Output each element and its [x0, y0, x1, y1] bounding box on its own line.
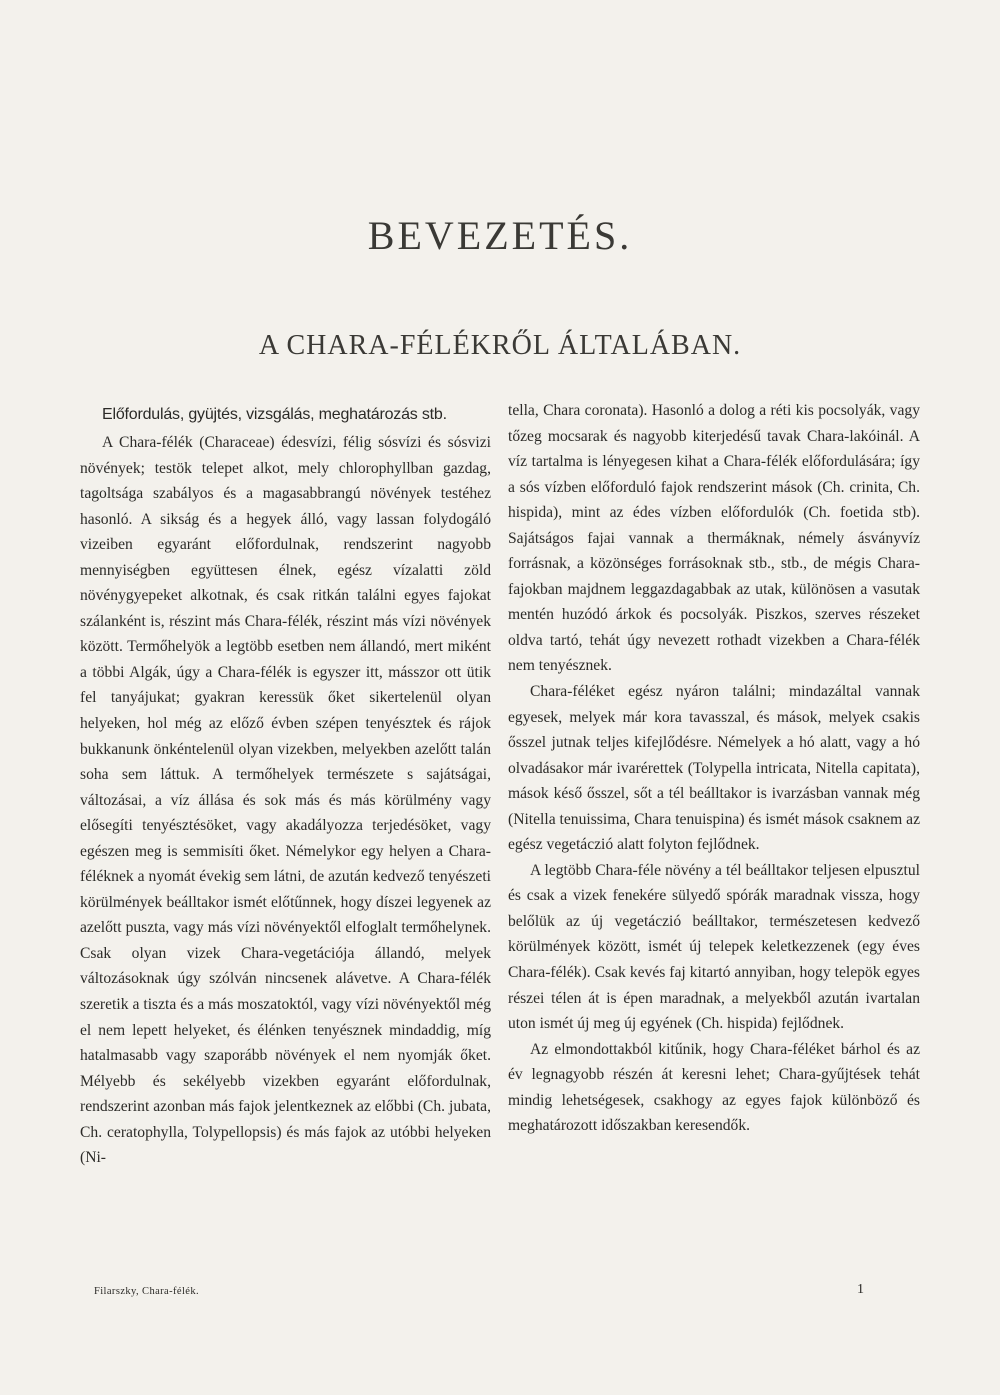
left-paragraph: A Chara-félék (Characeae) édesvízi, félig sósvízi és sósvizi növények; testök telepet alkot, mely chlorophyllban gazdag, tagoltsága szabályos és a magasabbrangú növények testéhez hasonló. A sikság és a hegyek álló, vagy lassan folydogáló vizeiben egyaránt előfordulnak, rendszerint nagyobb mennyiségben együttesen élnek, egész vízalatti zöld növénygyepeket alkotnak, és csak ritkán találni egyes fajokat szálanként is, részint más Chara-félék, részint más vízi növények között. Termőhelyök a legtöbb esetben nem állandó, mert miként a többi Algák, úgy a Chara-félék is egyszer itt, másszor ott ütik fel tanyájukat; gyakran keressük őket sikertelenül olyan helyeken, hol még az előző évben szépen tenyésztek és rájok bukkanunk önkéntelenül olyan vizekben, melyekben azelőtt talán soha sem láttuk. A termőhelyek természete s sajátságai, változásai, a víz állása és sok más és más körülmény vagy elősegíti tenyésztésöket, vagy akadályozza terjedésöket, vagy egészen meg is semmisíti őket. Némelykor egy helyen a Chara-féléknek a nyomát évekig sem látni, de azután kedvező tenyészeti körülmények beálltakor ismét előtűnnek, hogy díszei legyenek az azelőtt puszta, vagy más vízi növényektől elfoglalt termőhelynek. Csak olyan vizek Chara-vegetációja állandó, melyek változásoknak úgy szólván nincsenek alávetve. A Chara-félék szeretik a tiszta és a más moszatoktól, vagy vízi növényektől még el nem lepett helyeket, és élénken tenyésznek mindaddig, míg hatalmasabb vagy szaporább növények el nem nyomják őket. Mélyebb és sekélyebb vizekben egyaránt előfordulnak, rendszerint azonban más fajok jelentkeznek az előbbi (Ch. jubata, Ch. ceratophylla, Tolypellopsis) és más fajok az utóbbi helyeken (Ni-	[80, 434, 491, 1167]
page-title: BEVEZETÉS.	[367, 212, 633, 258]
left-column	[80, 402, 491, 1171]
chapter-subtitle: A CHARA-FÉLÉKRŐL ÁLTALÁBAN.	[258, 330, 742, 362]
right-paragraph-1: tella, Chara coronata). Hasonló a dolog a réti kis pocsolyák, vagy tőzeg mocsarak és nagyobb kiterjedésű tavak Chara-lakóinál. A víz tartalma is lényegesen kihat a Chara-félék előfordulására; így a sós vízben előforduló fajok rendszerint mások (Ch. crinita, Ch. hispida), mint az édes vízben előfordulók (Ch. foetida stb). Sajátságos fajai vannak a thermáknak, némely ásványvíz forrásnak, a közönséges forrásoknak stb., stb., de mégis Chara-fajokban majdnem leggazdagabbak az utak, különösen a vasutak mentén huzódó árkok és pocsolyák. Piszkos, szerves részeket oldva tartó, tehát úgy nevezett rothadt vizekben a Chara-félék nem tenyésznek.	[508, 402, 920, 675]
section-heading: Előfordulás, gyüjtés, vizsgálás, meghatározás stb.	[102, 406, 447, 423]
page-number: 1	[857, 1282, 864, 1297]
right-column	[508, 398, 920, 1139]
right-paragraph-3: A legtöbb Chara-féle növény a tél beálltakor teljesen elpusztul és csak a vizek fenekére sülyedő spórák maradnak vissza, hogy belőlük az új vegetáczió beálltakor, természetesen kedvező körülmények között, ismét új telepek keletkezzenek (egy éves Chara-félék). Csak kevés faj kitartó annyiban, hogy telepök egyes részei télen át is épen maradnak, a melyekből azután ivartalan uton ismét új meg új egyének (Ch. hispida) fejlődnek.	[508, 861, 920, 1033]
right-paragraph-2: Chara-féléket egész nyáron találni; mindazáltal vannak egyesek, melyek már kora tavasszal, és mások, melyek csakis ősszel jutnak teljes kifejlődésre. Némelyek a hó alatt, vagy a hó olvadásakor már ivarérettek (Tolypella intricata, Nitella capitata), mások késő ősszel, sőt a tél beálltakor is ivarzásban vannak még (Nitella tenuissima, Chara tenuispina) és ismét mások csaknem az egész vegetáczió alatt folyton fejlődnek.	[508, 683, 920, 854]
right-paragraph-4: Az elmondottakból kitűnik, hogy Chara-féléket bárhol és az év legnagyobb részén át keresni lehet; Chara-gyűjtések tehát mindig lehetségesek, csakhogy az egyes fajok különböző és meghatározott időszakban keresendők.	[508, 1040, 920, 1135]
footer-signature: Filarszky, Chara-félék.	[94, 1286, 200, 1297]
